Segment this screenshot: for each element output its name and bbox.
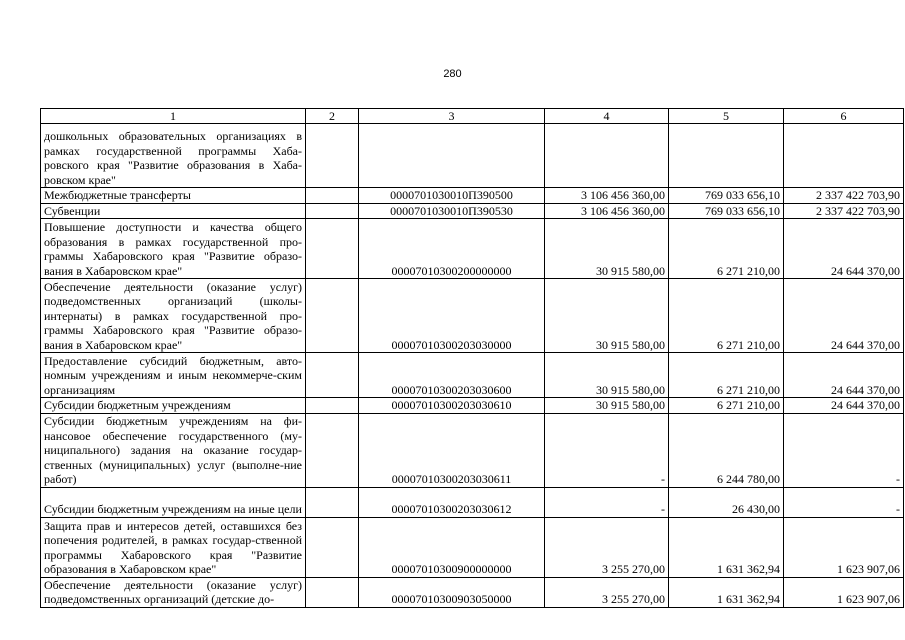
row-code: 00007010300203030600 [359, 353, 545, 398]
column-header-5: 5 [669, 109, 784, 124]
table-row [41, 487, 904, 517]
row-name: Повышение доступности и качества общего образования в рамках государственной про-граммы Хабаровского края "Развитие образо-вания в Хабаровском крае" [41, 219, 306, 279]
row-col2 [306, 124, 359, 188]
row-name: Обеспечение деятельности (оказание услуг) подведомственных организаций (детские до- [41, 577, 306, 607]
row-name: Предоставление субсидий бюджетным, авто-номным учреждениям и иным некоммерче-ским организациям [41, 353, 306, 398]
row-col2 [306, 487, 359, 517]
table-row [41, 188, 904, 204]
table-row [41, 577, 904, 607]
row-value-5: 769 033 656,10 [669, 203, 784, 219]
row-value-5: 769 033 656,10 [669, 188, 784, 204]
row-name: Субсидии бюджетным учреждениям на иные цели [41, 487, 306, 517]
row-name: Субвенции [41, 203, 306, 219]
row-value-4: 3 106 456 360,00 [545, 188, 669, 204]
column-header-2: 2 [306, 109, 359, 124]
row-value-6: - [784, 413, 904, 487]
column-header-4: 4 [545, 109, 669, 124]
row-col2 [306, 517, 359, 577]
row-code [359, 124, 545, 188]
row-value-5: 6 271 210,00 [669, 219, 784, 279]
row-value-4: - [545, 413, 669, 487]
row-name: Субсидии бюджетным учреждениям [41, 398, 306, 414]
budget-table [40, 108, 904, 608]
row-code: 00007010300900000000 [359, 517, 545, 577]
row-code: 00007010300203030610 [359, 398, 545, 414]
row-value-4: 3 255 270,00 [545, 577, 669, 607]
row-value-6: 1 623 907,06 [784, 517, 904, 577]
row-value-5: 6 244 780,00 [669, 413, 784, 487]
page-number: 280 [443, 68, 462, 80]
row-col2 [306, 398, 359, 414]
row-code: 00007010300203030000 [359, 279, 545, 353]
row-col2 [306, 219, 359, 279]
row-code: 00007010300203030611 [359, 413, 545, 487]
row-name: Межбюджетные трансферты [41, 188, 306, 204]
row-value-4: 30 915 580,00 [545, 219, 669, 279]
row-value-5: 6 271 210,00 [669, 353, 784, 398]
row-name: Субсидии бюджетным учреждениям на фи-нансовое обеспечение государственного (му-ниципального) задания на оказание государ-ственных (муниципальных) услуг (выполне-ние работ) [41, 413, 306, 487]
row-value-6: 24 644 370,00 [784, 353, 904, 398]
row-value-6 [784, 124, 904, 188]
row-value-5: 26 430,00 [669, 487, 784, 517]
row-col2 [306, 279, 359, 353]
row-code: 00007010300200000000 [359, 219, 545, 279]
row-value-4: - [545, 487, 669, 517]
row-value-6: 24 644 370,00 [784, 219, 904, 279]
row-value-6: 2 337 422 703,90 [784, 203, 904, 219]
row-code: 0000701030010П390530 [359, 203, 545, 219]
row-col2 [306, 353, 359, 398]
column-header-3: 3 [359, 109, 545, 124]
row-value-4: 30 915 580,00 [545, 353, 669, 398]
table-row [41, 413, 904, 487]
row-value-6: 24 644 370,00 [784, 398, 904, 414]
table-row [41, 398, 904, 414]
row-code: 0000701030010П390500 [359, 188, 545, 204]
row-value-6: 2 337 422 703,90 [784, 188, 904, 204]
table-row [41, 203, 904, 219]
row-value-5: 6 271 210,00 [669, 398, 784, 414]
row-value-6: - [784, 487, 904, 517]
row-code: 00007010300903050000 [359, 577, 545, 607]
row-value-5: 6 271 210,00 [669, 279, 784, 353]
row-value-4 [545, 124, 669, 188]
table-row [41, 124, 904, 188]
row-value-6: 24 644 370,00 [784, 279, 904, 353]
row-value-4: 30 915 580,00 [545, 279, 669, 353]
row-name: Защита прав и интересов детей, оставшихся без попечения родителей, в рамках государ-ственной программы Хабаровского края "Развитие образования в Хабаровском крае" [41, 517, 306, 577]
column-header-6: 6 [784, 109, 904, 124]
row-value-6: 1 623 907,06 [784, 577, 904, 607]
row-value-5 [669, 124, 784, 188]
row-value-4: 30 915 580,00 [545, 398, 669, 414]
column-header-1: 1 [41, 109, 306, 124]
row-col2 [306, 203, 359, 219]
table-row [41, 279, 904, 353]
row-col2 [306, 413, 359, 487]
row-col2 [306, 188, 359, 204]
row-value-5: 1 631 362,94 [669, 517, 784, 577]
table-row [41, 353, 904, 398]
row-name: дошкольных образовательных организациях в рамках государственной программы Хаба-ровского края "Развитие образования в Хаба-ровском крае" [41, 124, 306, 188]
row-value-4: 3 106 456 360,00 [545, 203, 669, 219]
row-value-5: 1 631 362,94 [669, 577, 784, 607]
row-value-4: 3 255 270,00 [545, 517, 669, 577]
row-col2 [306, 577, 359, 607]
header-row [41, 109, 904, 124]
table-row [41, 517, 904, 577]
table-row [41, 219, 904, 279]
row-code: 00007010300203030612 [359, 487, 545, 517]
row-name: Обеспечение деятельности (оказание услуг) подведомственных организаций (школы-интернаты) в рамках государственной про-граммы Хабаровского края "Развитие образо-вания в Хабаровском крае" [41, 279, 306, 353]
